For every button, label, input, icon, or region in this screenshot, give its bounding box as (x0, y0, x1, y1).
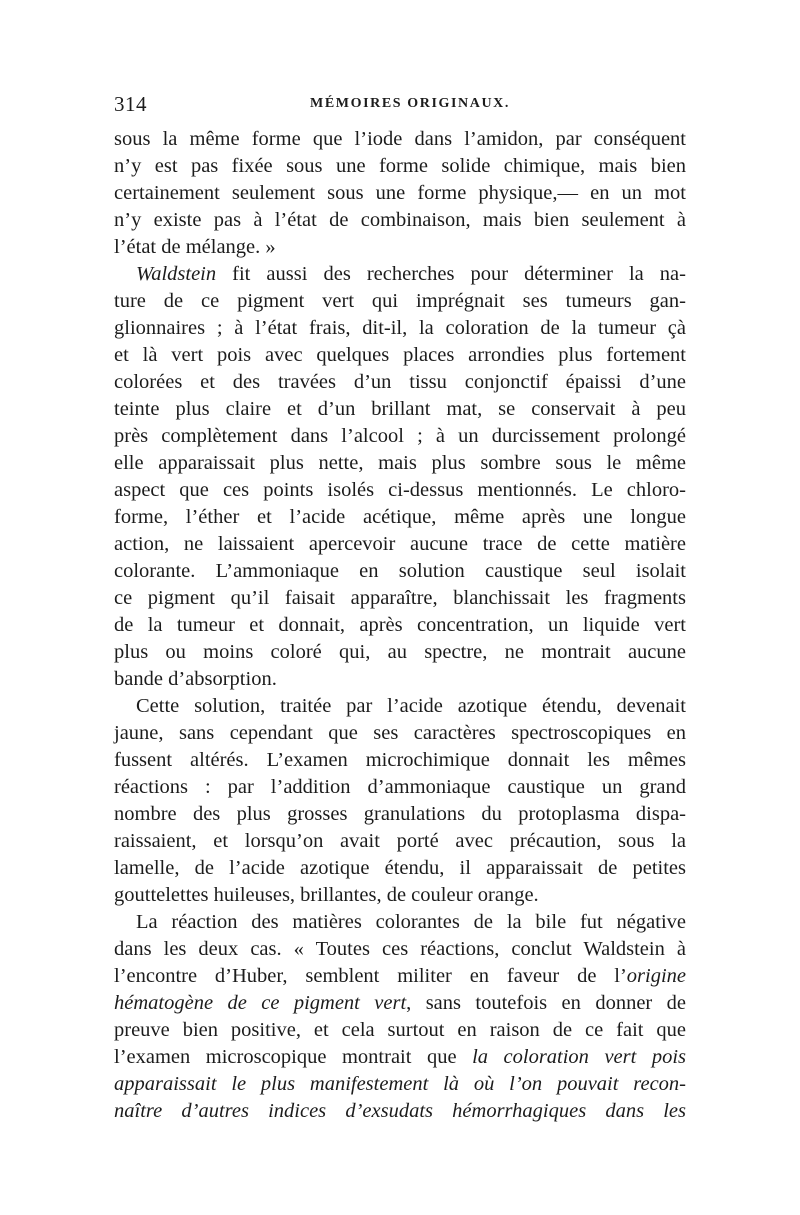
text-line: glionnaires ; à l’état frais, dit-il, la coloration de la tumeur çà (114, 317, 686, 339)
text-line: bande d’absorption. (114, 668, 277, 690)
text-line: naître d’autres indices d’exsudats hémorrhagiques dans les (114, 1100, 686, 1122)
text-line: apparaissait le plus manifestement là où l’on pouvait recon- (114, 1073, 686, 1095)
paragraph (114, 126, 686, 261)
text-line: forme, l’éther et l’acide acétique, même après une longue (114, 506, 686, 528)
text-line: elle apparaissait plus nette, mais plus sombre sous le même (114, 452, 686, 474)
text-line: preuve bien positive, et cela surtout en raison de ce fait que (114, 1019, 686, 1041)
text-line: raissaient, et lorsqu’on avait porté avec précaution, sous la (114, 830, 686, 852)
page-number: 314 (114, 92, 147, 116)
book-page (114, 92, 686, 1125)
running-title: MÉMOIRES ORIGINAUX. (310, 96, 510, 111)
text-line: fussent altérés. L’examen microchimique donnait les mêmes (114, 749, 686, 771)
text-line: teinte plus claire et d’un brillant mat, se conservait à peu (114, 398, 686, 420)
text-line: dans les deux cas. « Toutes ces réactions, conclut Waldstein à (114, 938, 686, 960)
text-line: lamelle, de l’acide azotique étendu, il apparaissait de petites (114, 857, 686, 879)
text-line: nombre des plus grosses granulations du protoplasma dispa- (114, 803, 686, 825)
text-line: plus ou moins coloré qui, au spectre, ne montrait aucune (114, 641, 686, 663)
page-header (114, 92, 686, 126)
text-line: réactions : par l’addition d’ammoniaque caustique un grand (114, 776, 686, 798)
text-line: colorées et des travées d’un tissu conjonctif épaissi d’une (114, 371, 686, 393)
text-line: l’état de mélange. » (114, 236, 276, 258)
text-line: Cette solution, traitée par l’acide azotique étendu, devenait (136, 695, 686, 717)
body-text (114, 126, 686, 1125)
text-line: aspect que ces points isolés ci-dessus mentionnés. Le chloro- (114, 479, 686, 501)
paragraph (114, 693, 686, 909)
text-line: action, ne laissaient apercevoir aucune trace de cette matière (114, 533, 686, 555)
text-line: et là vert pois avec quelques places arrondies plus fortement (114, 344, 686, 366)
text-line: colorante. L’ammoniaque en solution caustique seul isolait (114, 560, 686, 582)
text-line: hématogène de ce pigment vert, sans toutefois en donner de (114, 992, 686, 1014)
text-line: ce pigment qu’il faisait apparaître, blanchissait les fragments (114, 587, 686, 609)
text-line: de la tumeur et donnait, après concentration, un liquide vert (114, 614, 686, 636)
text-line: certainement seulement sous une forme physique,— en un mot (114, 182, 686, 204)
text-line: jaune, sans cependant que ses caractères spectroscopiques en (114, 722, 686, 744)
text-line: ture de ce pigment vert qui imprégnait ses tumeurs gan- (114, 290, 686, 312)
text-line: sous la même forme que l’iode dans l’amidon, par conséquent (114, 128, 686, 150)
text-line: n’y existe pas à l’état de combinaison, mais bien seulement à (114, 209, 686, 231)
text-line: gouttelettes huileuses, brillantes, de couleur orange. (114, 884, 539, 906)
text-line: l’examen microscopique montrait que la coloration vert pois (114, 1046, 686, 1068)
text-line: l’encontre d’Huber, semblent militer en faveur de l’origine (114, 965, 686, 987)
text-line: La réaction des matières colorantes de la bile fut négative (136, 911, 686, 933)
text-line: Waldstein fit aussi des recherches pour déterminer la na- (136, 263, 686, 285)
text-line: n’y est pas fixée sous une forme solide chimique, mais bien (114, 155, 686, 177)
paragraph (114, 261, 686, 693)
text-line: près complètement dans l’alcool ; à un durcissement prolongé (114, 425, 686, 447)
paragraph (114, 909, 686, 1125)
